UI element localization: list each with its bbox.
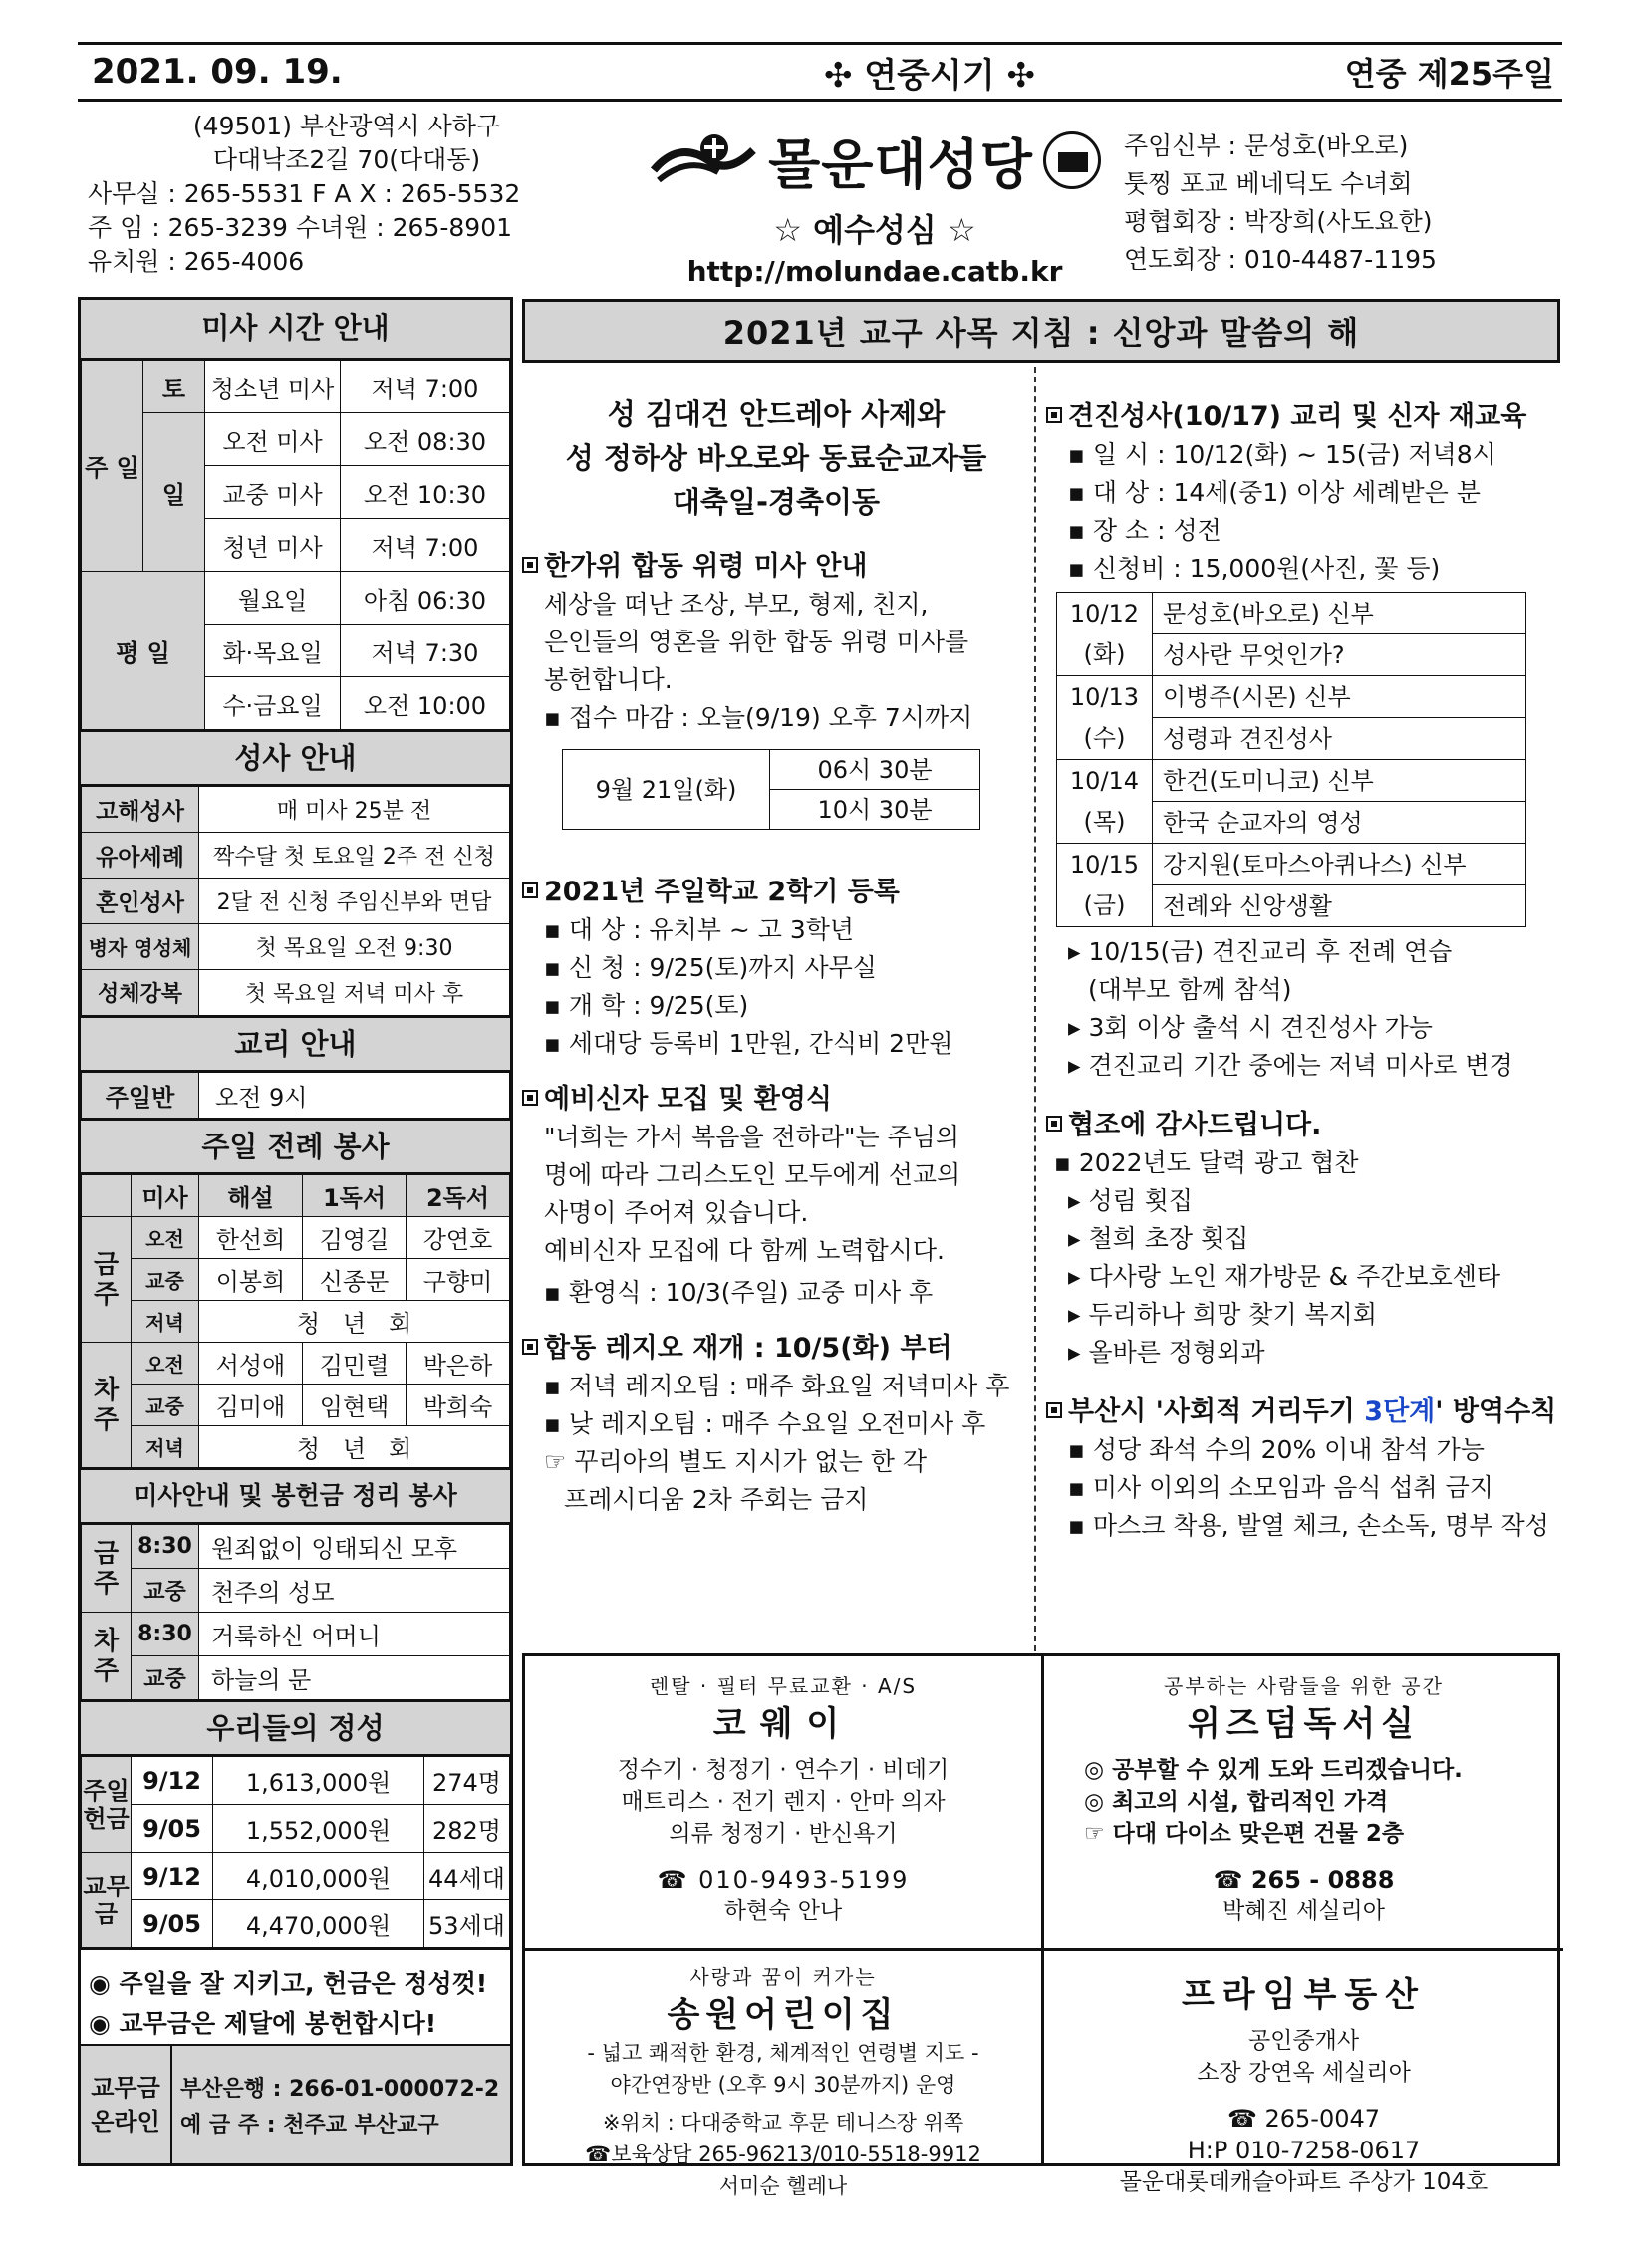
ad-tagline: 렌탈 · 필터 무료교환 · A/S (649, 1674, 918, 1698)
schedule-topic: 성령과 견진성사 (1153, 718, 1526, 760)
sacrament-label: 성체강복 (82, 970, 199, 1016)
ad-contact: 박혜진 세실리아 (1222, 1898, 1385, 1924)
donation-amount: 4,010,000원 (213, 1853, 424, 1900)
ad-coway (525, 1670, 1041, 1927)
covid-level: 3단계 (1364, 1396, 1436, 1427)
legio-item: ▪ 낮 레지오팀 : 매주 수요일 오전미사 후 (544, 1409, 986, 1438)
sunday-school-item: ▪ 세대당 등록비 1만원, 간식비 2만원 (544, 1029, 953, 1058)
schedule-topic: 성사란 무엇인가? (1153, 634, 1526, 676)
weekday-mass-time: 아침 06:30 (341, 572, 510, 625)
schedule-date: 10/13 (1057, 676, 1153, 718)
donation-notes (81, 1948, 510, 2044)
sunday-label: 주 일 (82, 361, 143, 572)
sponsor-item: ▸ 다사랑 노인 재가방문 & 주간보호센타 (1068, 1262, 1501, 1291)
covid-item: ▪ 마스크 착용, 발열 체크, 손소독, 명부 작성 (1068, 1511, 1549, 1540)
account-holder: 예 금 주 : 천주교 부산교구 (180, 2113, 439, 2138)
section-marker-icon (522, 1090, 538, 1106)
section-marker-icon (1046, 1116, 1062, 1132)
liturgy-header: 미사 (132, 1175, 199, 1217)
section-marker-icon (522, 882, 538, 898)
liturgy-cell: 김민렬 (303, 1343, 407, 1385)
schedule-day: (목) (1057, 802, 1153, 844)
ad-line: ◎ 공부할 수 있게 도와 드리겠습니다. (1084, 1757, 1463, 1783)
schedule-date: 10/12 (1057, 593, 1153, 634)
ad-mobile: H:P 010-7258-0617 (1187, 2137, 1421, 2164)
mass-times-heading: 미사 시간 안내 (81, 300, 510, 360)
rectory-phone: 주 임 : 265-3239 수녀원 : 265-8901 (88, 213, 512, 242)
covid-item: ▪ 성당 좌석 수의 20% 이내 참석 가능 (1068, 1435, 1485, 1464)
ad-title: 위즈덤독서실 (1187, 1704, 1421, 1744)
service-group: 천주의 성모 (199, 1569, 510, 1613)
address-line-1: (49501) 부산광역시 사하구 (192, 112, 501, 140)
liturgy-header: 해설 (199, 1175, 303, 1217)
schedule-topic: 한국 순교자의 영성 (1153, 802, 1526, 844)
ad-line: 정수기 · 청정기 · 연수기 · 비데기 (617, 1757, 950, 1783)
liturgical-season: ✣ 연중시기 ✣ (823, 55, 1036, 96)
announcements-column-left (522, 367, 1030, 1519)
church-emblem-icon (649, 130, 758, 190)
section-marker-icon (522, 1339, 538, 1355)
this-week-label: 금주 (82, 1525, 132, 1613)
column-divider (1034, 367, 1036, 1651)
mass-name: 오전 미사 (205, 413, 341, 466)
liturgy-mass: 교중 (132, 1259, 199, 1301)
memorial-date: 9월 21일(화) (563, 750, 770, 830)
next-week-label: 차주 (82, 1613, 132, 1700)
saturday-label: 토 (143, 361, 205, 413)
church-name: 몰운대성당 (768, 132, 1033, 196)
religious-order: 툿찡 포교 베네딕도 수녀회 (1124, 169, 1413, 198)
ad-daycare (525, 1961, 1041, 2202)
ad-line: - 넓고 쾌적한 환경, 체계적인 연령별 지도 - (587, 2041, 979, 2065)
service-group: 하늘의 문 (199, 1656, 510, 1700)
covid-item: ▪ 미사 이외의 소모임과 음식 섭취 금지 (1068, 1473, 1493, 1502)
sunday-school-heading: 2021년 주일학교 2학기 등록 (522, 874, 1030, 911)
donations-heading: 우리들의 정성 (81, 1700, 510, 1756)
donations-table (81, 1756, 510, 1948)
confirmation-item: ▪ 신청비 : 15,000원(사진, 꽃 등) (1068, 554, 1441, 583)
bank-account: 부산은행 : 266-01-000072-2 (180, 2077, 500, 2102)
donation-note: ◉ 주일을 잘 지키고, 헌금은 정성껏! (89, 1969, 488, 1998)
masthead (78, 108, 1562, 292)
donation-date: 9/12 (132, 1853, 213, 1900)
donation-count: 53세대 (424, 1900, 510, 1948)
sunday-school-item: ▪ 신 청 : 9/25(토)까지 사무실 (544, 953, 877, 982)
confirmation-schedule-table (1056, 592, 1526, 927)
church-slogan: ☆ 예수성심 ☆ (773, 211, 976, 249)
mass-name: 청년 미사 (205, 519, 341, 572)
memorial-time: 06시 30분 (770, 750, 980, 790)
ad-line: ☞ 다대 다이소 맞은편 건물 2층 (1084, 1821, 1405, 1847)
donation-amount: 4,470,000원 (213, 1900, 424, 1948)
ad-title: 프라임부동산 (1181, 1975, 1427, 2015)
liturgy-cell: 이봉희 (199, 1259, 303, 1301)
service-mass: 교중 (132, 1569, 199, 1613)
office-phone: 사무실 : 265-5531 F A X : 265-5532 (88, 179, 521, 208)
confirmation-item: ▪ 일 시 : 10/12(화) ~ 15(금) 저녁8시 (1068, 440, 1496, 469)
sponsor-item: ▸ 올바른 정형외과 (1068, 1338, 1265, 1367)
ad-title: 송원어린이집 (667, 1995, 900, 2035)
legio-item: ▪ 저녁 레지오팀 : 매주 화요일 저녁미사 후 (544, 1372, 1010, 1400)
ad-line: 소장 강연옥 세실리아 (1197, 2060, 1411, 2086)
sacrament-value: 짝수달 첫 토요일 2주 전 신청 (199, 833, 510, 879)
liturgy-cell: 청 년 회 (199, 1426, 510, 1468)
ad-phone: ☎ 265-0047 (1226, 2105, 1381, 2133)
sunday-day-label: 일 (143, 413, 205, 572)
schedule-topic: 전례와 신앙생활 (1153, 885, 1526, 927)
online-tithe-box (81, 2044, 510, 2163)
liturgical-week: 연중 제25주일 (1344, 55, 1554, 93)
memorial-text: 은인들의 영혼을 위한 합동 위령 미사를 (544, 628, 969, 656)
schedule-day: (화) (1057, 634, 1153, 676)
sacrament-label: 고해성사 (82, 787, 199, 833)
ad-contact: 서미순 헬레나 (718, 2174, 848, 2198)
liturgy-cell: 김미애 (199, 1385, 303, 1426)
liturgy-header: 2독서 (407, 1175, 510, 1217)
covid-heading: 부산시 '사회적 거리두기 3단계' 방역수칙 (1046, 1393, 1564, 1431)
service-mass: 교중 (132, 1656, 199, 1700)
liturgy-table (81, 1174, 510, 1468)
feast-line: 성 정하상 바오로와 동료순교자들 (565, 441, 987, 475)
diocese-theme-banner: 2021년 교구 사목 지침 : 신앙과 말씀의 해 (522, 299, 1560, 363)
ad-line: ☎보육상담 265-96213/010-5518-9912 (585, 2142, 981, 2166)
liturgy-header: 1독서 (303, 1175, 407, 1217)
schedule-date: 10/14 (1057, 760, 1153, 802)
weekday-label: 평 일 (82, 572, 205, 730)
address-line-2: 다대낙조2길 70(다대동) (212, 145, 481, 174)
sunday-school-item: ▪ 대 상 : 유치부 ~ 고 3학년 (544, 915, 855, 944)
liturgy-mass: 저녁 (132, 1426, 199, 1468)
sponsor-item: ▸ 철희 초장 횟집 (1068, 1224, 1249, 1253)
mass-time: 오전 08:30 (341, 413, 510, 466)
schedule-speaker: 이병주(시몬) 신부 (1153, 676, 1526, 718)
ad-tagline: 사랑과 꿈이 커가는 (689, 1965, 877, 1989)
donation-date: 9/12 (132, 1757, 213, 1805)
mass-time: 저녁 7:00 (341, 519, 510, 572)
donation-date: 9/05 (132, 1805, 213, 1853)
kindergarten-phone: 유치원 : 265-4006 (88, 247, 305, 276)
ad-address: 몰운대롯데캐슬아파트 주상가 104호 (1119, 2169, 1489, 2195)
thanks-heading: 협조에 감사드립니다. (1046, 1107, 1564, 1144)
liturgy-heading: 주일 전례 봉사 (81, 1119, 510, 1174)
liturgy-cell: 청 년 회 (199, 1301, 510, 1343)
schedule-date: 10/15 (1057, 844, 1153, 885)
ad-title: 코웨이 (712, 1704, 854, 1744)
doctrine-label: 주일반 (82, 1073, 199, 1119)
memorial-schedule-table (562, 749, 980, 830)
weekday-mass-time: 오전 10:00 (341, 677, 510, 730)
sacraments-heading: 성사 안내 (81, 730, 510, 786)
ad-line: ◎ 최고의 시설, 합리적인 가격 (1084, 1789, 1389, 1815)
liturgy-cell: 임현택 (303, 1385, 407, 1426)
ad-tagline: 공부하는 사람들을 위한 공간 (1164, 1674, 1444, 1698)
ad-contact: 하현숙 안나 (723, 1898, 843, 1924)
ad-line: 공인중개사 (1247, 2028, 1360, 2054)
memorial-time: 10시 30분 (770, 790, 980, 830)
church-seal-icon (1043, 131, 1101, 189)
legio-heading: 합동 레지오 재개 : 10/5(화) 부터 (522, 1330, 1030, 1368)
donation-count: 282명 (424, 1805, 510, 1853)
mass-name: 청소년 미사 (205, 361, 341, 413)
donation-note: ◉ 교무금은 제달에 봉헌합시다! (89, 2009, 437, 2038)
ad-study-room (1044, 1670, 1563, 1927)
liturgy-mass: 교중 (132, 1385, 199, 1426)
section-marker-icon (1046, 1402, 1062, 1418)
ad-line: ※위치 : 다대중학교 후문 테니스장 위쪽 (602, 2111, 964, 2135)
ad-line: 매트리스 · 전기 렌지 · 안마 의자 (621, 1789, 946, 1815)
weekday-mass-name: 월요일 (205, 572, 341, 625)
donation-count: 44세대 (424, 1853, 510, 1900)
mass-time: 오전 10:30 (341, 466, 510, 519)
feast-title (522, 392, 1030, 524)
weekday-mass-name: 화·목요일 (205, 625, 341, 677)
sunday-school-item: ▪ 개 학 : 9/25(토) (544, 991, 749, 1020)
feast-line: 대축일-경축이동 (672, 485, 881, 519)
sacrament-label: 유아세례 (82, 833, 199, 879)
schedule-speaker: 강지원(토마스아퀴나스) 신부 (1153, 844, 1526, 885)
issue-date: 2021. 09. 19. (92, 52, 343, 92)
sacraments-table (81, 786, 510, 1016)
sacrament-value: 매 미사 25분 전 (199, 787, 510, 833)
service-group: 원죄없이 잉태되신 모후 (199, 1525, 510, 1569)
schedule-day: (수) (1057, 718, 1153, 760)
council-president: 평협회장 : 박장희(사도요한) (1124, 207, 1433, 236)
confirmation-note: (대부모 함께 참석) (1088, 975, 1292, 1004)
sacrament-value: 2달 전 신청 주임신부와 면담 (199, 879, 510, 924)
bank-info (172, 2046, 510, 2163)
sponsor-item: ▸ 성림 횟집 (1068, 1186, 1194, 1215)
top-bar (78, 42, 1562, 102)
catechumen-text: "너희는 가서 복음을 전하라"는 주님의 (544, 1123, 960, 1151)
ad-phone: ☎ 010-9493-5199 (657, 1866, 910, 1893)
sacrament-value: 첫 목요일 오전 9:30 (199, 924, 510, 970)
sunday-offering-label: 주일헌금 (82, 1757, 132, 1853)
service-group: 거룩하신 어머니 (199, 1613, 510, 1656)
doctrine-value: 오전 9시 (199, 1073, 510, 1119)
confirmation-note: ▸ 3회 이상 출석 시 견진성사 가능 (1068, 1013, 1433, 1042)
liturgy-cell: 구향미 (407, 1259, 510, 1301)
section-marker-icon (1046, 407, 1062, 423)
feast-line: 성 김대건 안드레아 사제와 (607, 397, 946, 431)
sponsor-item: ▸ 두리하나 희망 찾기 복지회 (1068, 1300, 1377, 1329)
staff-block (1124, 127, 1542, 279)
liturgy-cell: 박은하 (407, 1343, 510, 1385)
sacrament-label: 혼인성사 (82, 879, 199, 924)
legio-item: ☞ 꾸리아의 별도 지시가 없는 한 각 (544, 1447, 928, 1476)
announcements-column-right (1046, 367, 1564, 1545)
this-week-label: 금주 (82, 1217, 132, 1343)
ad-phone: ☎ 265 - 0888 (1213, 1866, 1395, 1893)
liturgy-cell: 강연호 (407, 1217, 510, 1259)
ads-block (522, 1653, 1560, 2198)
mass-times-table (81, 360, 510, 730)
offering-service-heading: 미사안내 및 봉헌금 정리 봉사 (81, 1468, 510, 1524)
ad-realty (1044, 1973, 1563, 2198)
catechumen-text: 명에 따라 그리스도인 모두에게 선교의 (544, 1160, 961, 1189)
confirmation-note: ▸ 견진교리 기간 중에는 저녁 미사로 변경 (1068, 1051, 1513, 1080)
catechumen-text: 사명이 주어져 있습니다. (544, 1198, 809, 1227)
liturgy-cell: 서성애 (199, 1343, 303, 1385)
liturgy-cell: 박희숙 (407, 1385, 510, 1426)
announcements (522, 367, 1560, 1651)
sacrament-label: 병자 영성체 (82, 924, 199, 970)
liturgy-cell: 한선희 (199, 1217, 303, 1259)
weekday-mass-time: 저녁 7:30 (341, 625, 510, 677)
donation-count: 274명 (424, 1757, 510, 1805)
left-column (78, 297, 513, 2166)
ad-line: 야간연장반 (오후 9시 30분까지) 운영 (610, 2073, 956, 2097)
contact-block (88, 110, 606, 279)
tithe-label: 교무금 (82, 1853, 132, 1948)
service-mass: 8:30 (132, 1525, 199, 1569)
church-logo-block (586, 116, 1164, 290)
next-week-label: 차주 (82, 1343, 132, 1468)
liturgy-mass: 오전 (132, 1343, 199, 1385)
offering-service-table (81, 1524, 510, 1700)
service-mass: 8:30 (132, 1613, 199, 1656)
section-marker-icon (522, 557, 538, 573)
ad-divider (525, 1948, 1041, 1951)
ad-divider (1041, 1948, 1563, 1951)
liturgy-cell: 신종문 (303, 1259, 407, 1301)
liturgy-mass: 저녁 (132, 1301, 199, 1343)
catechumen-heading: 예비신자 모집 및 환영식 (522, 1081, 1030, 1119)
thanks-subtitle: ▪ 2022년도 달력 광고 협찬 (1054, 1148, 1359, 1177)
doctrine-table (81, 1072, 510, 1119)
mass-name: 교중 미사 (205, 466, 341, 519)
confirmation-note: ▸ 10/15(금) 견진교리 후 전례 연습 (1068, 937, 1453, 966)
memorial-deadline: ▪ 접수 마감 : 오늘(9/19) 오후 7시까지 (544, 703, 973, 732)
weekday-mass-name: 수·금요일 (205, 677, 341, 730)
memorial-text: 세상을 떠난 조상, 부모, 형제, 친지, (544, 590, 929, 619)
confirmation-item: ▪ 대 상 : 14세(중1) 이상 세례받은 분 (1068, 478, 1481, 507)
catechumen-text: 예비신자 모집에 다 함께 노력합시다. (544, 1236, 945, 1265)
sacrament-value: 첫 목요일 저녁 미사 후 (199, 970, 510, 1016)
donation-amount: 1,552,000원 (213, 1805, 424, 1853)
confirmation-item: ▪ 장 소 : 성전 (1068, 516, 1221, 545)
liturgy-cell: 김영길 (303, 1217, 407, 1259)
ad-line: 의류 청정기 · 반신욕기 (669, 1821, 898, 1847)
donation-date: 9/05 (132, 1900, 213, 1948)
schedule-speaker: 문성호(바오로) 신부 (1153, 593, 1526, 634)
pastor: 주임신부 : 문성호(바오로) (1124, 131, 1409, 160)
donation-amount: 1,613,000원 (213, 1757, 424, 1805)
memorial-text: 봉헌합니다. (544, 665, 673, 694)
confirmation-heading: 견진성사(10/17) 교리 및 신자 재교육 (1046, 398, 1564, 436)
schedule-speaker: 한건(도미니코) 신부 (1153, 760, 1526, 802)
mass-time: 저녁 7:00 (341, 361, 510, 413)
liturgy-mass: 오전 (132, 1217, 199, 1259)
legio-item: 프레시디움 2차 주회는 금지 (564, 1485, 869, 1514)
church-url[interactable]: http://molundae.catb.kr (686, 255, 1063, 288)
memorial-heading: 한가위 합동 위령 미사 안내 (522, 548, 1030, 586)
catechumen-welcome: ▪ 환영식 : 10/3(주일) 교중 미사 후 (544, 1278, 934, 1307)
doctrine-heading: 교리 안내 (81, 1016, 510, 1072)
schedule-day: (금) (1057, 885, 1153, 927)
online-tithe-label: 교무금 온라인 (81, 2046, 172, 2163)
parish-rep: 연도회장 : 010-4487-1195 (1124, 245, 1437, 274)
